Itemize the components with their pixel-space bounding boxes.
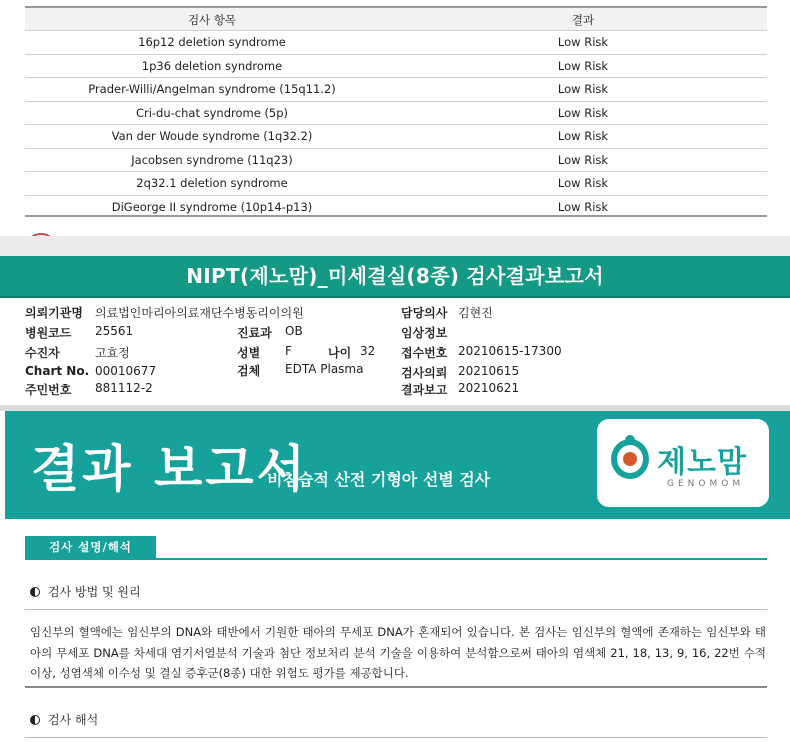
logo-head-icon xyxy=(625,435,635,445)
chart-value: 00010677 xyxy=(95,364,157,378)
doctor-label: 담당의사 xyxy=(401,306,448,320)
method-description: 임신부의 혈액에는 임신부의 DNA와 태반에서 기원한 태아의 무세포 DNA가 혼재되어 있습니다. 본 검사는 임신부의 혈액에 존재하는 임신부와 태아의 무세포 DNA를 차세대 염기서열분석 기술과 첨단 정보처리 분석 기술을 이용하여 분석함으로써 태아의 염색체 21, 18, 13, 9, 16, 22번 수적 이상, 성염색체 이수성 및 결실 증후군(8종) 대한 위험도 평가를 제공합니다. xyxy=(30,625,766,680)
report-header-section xyxy=(0,236,790,411)
table-row xyxy=(25,172,767,196)
table-row xyxy=(25,149,767,173)
section-separator xyxy=(0,236,790,256)
section-tab-underline xyxy=(25,558,767,560)
banner-subtitle: 비침습적 산전 기형아 선별 검사 xyxy=(267,470,491,489)
result-table-section xyxy=(0,0,790,236)
report-date-value: 20210621 xyxy=(458,381,520,395)
banner-title: 결과 보고서 xyxy=(31,440,308,498)
request-label: 검사의뢰 xyxy=(401,366,448,380)
sex-label: 성별 xyxy=(237,346,261,360)
result-report-banner xyxy=(5,411,790,519)
doctor-value: 김현진 xyxy=(458,306,493,320)
test-item: 1p36 deletion syndrome xyxy=(141,58,283,73)
patient-value: 고효정 xyxy=(95,346,130,360)
test-result: Low Risk xyxy=(557,199,609,214)
result-table xyxy=(25,8,767,218)
table-header-row xyxy=(25,8,767,31)
table-row xyxy=(25,55,767,79)
dept-label: 진료과 xyxy=(237,326,272,340)
request-value: 20210615 xyxy=(458,364,520,378)
table-bottom-border xyxy=(25,215,767,217)
institution-value: 의료법인마리아의료재단수병동리이의원 xyxy=(95,306,304,320)
dept-value: OB xyxy=(285,324,303,338)
test-result: Low Risk xyxy=(557,152,609,167)
test-item: Van der Woude syndrome (1q32.2) xyxy=(111,129,313,143)
method-heading xyxy=(30,583,141,600)
hospital-code-label: 병원코드 xyxy=(25,326,72,340)
sex-value: F xyxy=(285,344,292,358)
test-result: Low Risk xyxy=(557,105,609,120)
id-value: 881112-2 xyxy=(95,381,153,395)
test-result: Low Risk xyxy=(557,58,609,73)
receipt-label: 접수번호 xyxy=(401,346,448,360)
title-underline xyxy=(0,296,790,298)
specimen-value: EDTA Plasma xyxy=(285,362,364,376)
report-title: NIPT(제노맘)_미세결실(8종) 검사결과보고서 xyxy=(0,256,790,296)
table-row xyxy=(25,78,767,102)
test-item: DiGeorge II syndrome (10p14-p13) xyxy=(111,199,313,214)
genomom-logo xyxy=(597,419,769,507)
interpretation-heading-text: 검사 해석 xyxy=(48,713,99,727)
test-item: 16p12 deletion syndrome xyxy=(138,35,286,49)
test-item: Prader-Willi/Angelman syndrome (15q11.2) xyxy=(88,82,336,96)
chart-label: Chart No. xyxy=(25,364,90,378)
test-result: Low Risk xyxy=(557,129,609,143)
receipt-value: 20210615-17300 xyxy=(458,344,562,358)
specimen-label: 검체 xyxy=(237,364,261,378)
logo-text: 제노맘 xyxy=(657,445,747,480)
hospital-code-value: 25561 xyxy=(95,324,134,338)
age-label: 나이 xyxy=(328,346,352,360)
divider xyxy=(25,609,767,610)
patient-label: 수진자 xyxy=(25,346,60,360)
test-item: 2q32.1 deletion syndrome xyxy=(136,176,288,190)
test-result: Low Risk xyxy=(557,82,609,96)
clinical-label: 임상정보 xyxy=(401,326,448,340)
test-item: Jacobsen syndrome (11q23) xyxy=(131,152,293,167)
divider xyxy=(25,686,767,688)
section-tab-explanation: 검사 설명/해석 xyxy=(25,536,156,558)
method-heading-text: 검사 방법 및 원리 xyxy=(48,585,141,599)
header-result: 결과 xyxy=(571,13,595,27)
id-label: 주민번호 xyxy=(25,383,72,397)
table-row xyxy=(25,102,767,126)
header-test-item: 검사 항목 xyxy=(187,13,237,27)
table-row xyxy=(25,125,767,149)
half-circle-icon xyxy=(30,715,40,725)
report-date-label: 결과보고 xyxy=(401,383,448,397)
test-result: Low Risk xyxy=(557,35,609,49)
age-value: 32 xyxy=(360,344,376,358)
logo-english-text: GENOMOM xyxy=(667,479,745,489)
interpretation-heading xyxy=(30,711,98,728)
logo-core-icon xyxy=(623,452,637,466)
institution-label: 의뢰기관명 xyxy=(25,306,83,320)
divider xyxy=(25,737,767,738)
half-circle-icon xyxy=(30,587,40,597)
table-row xyxy=(25,31,767,55)
test-item: Cri-du-chat syndrome (5p) xyxy=(135,105,289,120)
test-result: Low Risk xyxy=(557,176,609,190)
